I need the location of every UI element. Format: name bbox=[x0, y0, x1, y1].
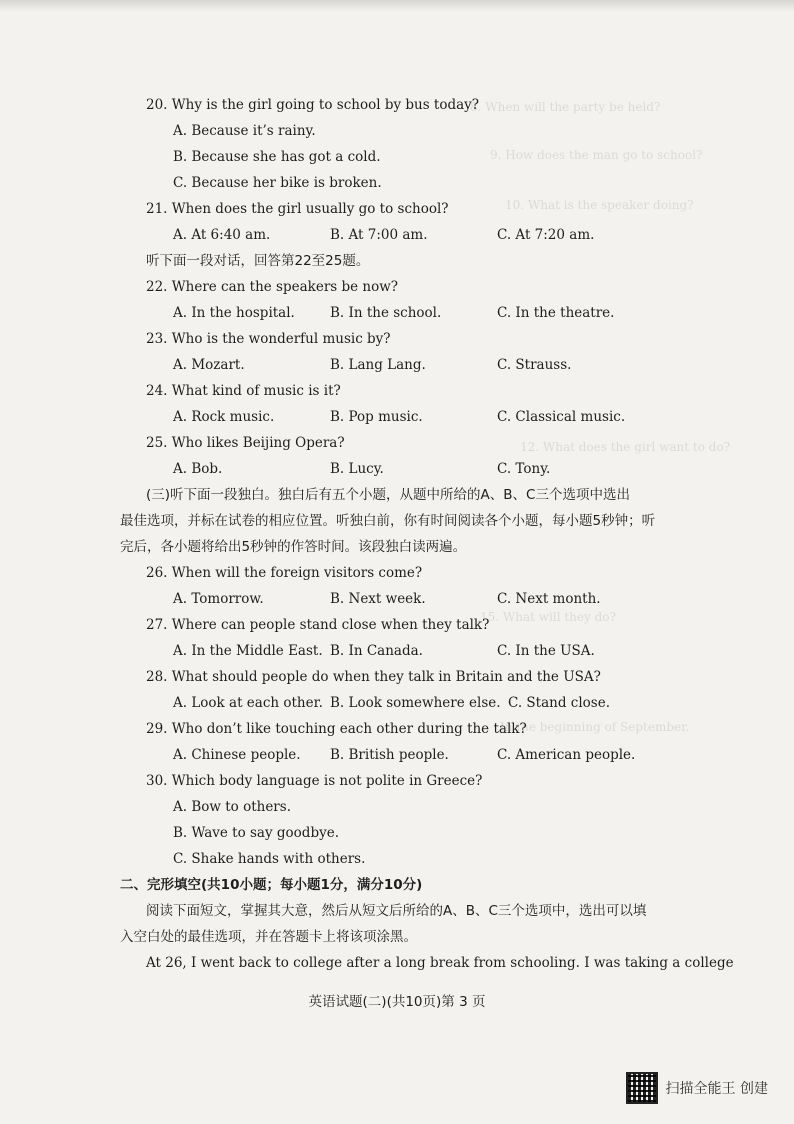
question-stem: 29. Who don’t like touching each other during the talk? bbox=[146, 721, 527, 737]
option-b: B. At 7:00 am. bbox=[330, 227, 428, 243]
scan-edge bbox=[0, 0, 794, 12]
section3-instruction: 完后，各小题将给出5秒钟的作答时间。该段独白读两遍。 bbox=[120, 539, 467, 555]
option-c: C. Because her bike is broken. bbox=[173, 175, 382, 191]
option-a: A. Tomorrow. bbox=[173, 591, 264, 607]
question-stem: 27. Where can people stand close when they talk? bbox=[146, 617, 490, 633]
qr-code-icon bbox=[626, 1072, 658, 1104]
section3-instruction: 最佳选项，并标在试卷的相应位置。听独白前，你有时间阅读各个小题，每小题5秒钟；听 bbox=[120, 513, 656, 529]
option-b: B. British people. bbox=[330, 747, 449, 763]
show-through: 9. How does the man go to school? bbox=[490, 148, 703, 162]
question-stem: 22. Where can the speakers be now? bbox=[146, 279, 399, 295]
section3-instruction: (三)听下面一段独白。独白后有五个小题，从题中所给的A、B、C三个选项中选出 bbox=[146, 487, 630, 503]
option-a: A. Look at each other. bbox=[173, 695, 323, 711]
option-b: B. In the school. bbox=[330, 305, 442, 321]
option-c: C. Stand close. bbox=[508, 695, 610, 711]
option-b: B. Lucy. bbox=[330, 461, 384, 477]
show-through: 8. When will the party be held? bbox=[470, 100, 661, 114]
option-c: C. In the USA. bbox=[497, 643, 595, 659]
show-through: In the beginning of September. bbox=[500, 720, 690, 734]
option-c: C. Tony. bbox=[497, 461, 551, 477]
option-c: C. Classical music. bbox=[497, 409, 626, 425]
option-b: B. Next week. bbox=[330, 591, 426, 607]
option-a: A. At 6:40 am. bbox=[173, 227, 271, 243]
question-stem: 28. What should people do when they talk in Britain and the USA? bbox=[146, 669, 601, 685]
option-b: B. In Canada. bbox=[330, 643, 423, 659]
option-a: A. Chinese people. bbox=[173, 747, 301, 763]
option-c: C. American people. bbox=[497, 747, 636, 763]
option-a: A. Bob. bbox=[173, 461, 223, 477]
question-stem: 25. Who likes Beijing Opera? bbox=[146, 435, 345, 451]
option-c: C. In the theatre. bbox=[497, 305, 615, 321]
page-footer: 英语试题(二)(共10页)第 3 页 bbox=[308, 994, 486, 1010]
passage-start bbox=[146, 954, 734, 972]
option-a: A. Mozart. bbox=[173, 357, 245, 373]
passage-text: At 26, I went back to college after a long break from schooling. I was taking a college bbox=[146, 955, 734, 971]
question-stem: 26. When will the foreign visitors come? bbox=[146, 565, 423, 581]
question-stem: 30. Which body language is not polite in Greece? bbox=[146, 773, 483, 789]
option-a: A. In the Middle East. bbox=[173, 643, 323, 659]
instruction-22-25: 听下面一段对话，回答第22至25题。 bbox=[146, 253, 370, 269]
option-a: A. Rock music. bbox=[173, 409, 275, 425]
question-stem: 23. Who is the wonderful music by? bbox=[146, 331, 391, 347]
part2-title: 二、完形填空(共10小题；每小题1分，满分10分) bbox=[120, 877, 423, 893]
option-b: B. Lang Lang. bbox=[330, 357, 426, 373]
option-b: B. Pop music. bbox=[330, 409, 423, 425]
option-a: A. In the hospital. bbox=[173, 305, 295, 321]
watermark-text: 扫描全能王 创建 bbox=[665, 1081, 768, 1097]
question-stem: 24. What kind of music is it? bbox=[146, 383, 341, 399]
option-c: C. Next month. bbox=[497, 591, 601, 607]
show-through: 15. What will they do? bbox=[480, 610, 616, 624]
option-b: B. Wave to say goodbye. bbox=[173, 825, 339, 841]
part2-instruction: 阅读下面短文，掌握其大意，然后从短文后所给的A、B、C三个选项中，选出可以填 bbox=[146, 903, 647, 919]
option-a: A. Bow to others. bbox=[173, 799, 291, 815]
scanner-watermark bbox=[626, 1072, 768, 1104]
option-c: C. Strauss. bbox=[497, 357, 572, 373]
show-through: 10. What is the speaker doing? bbox=[505, 198, 694, 212]
option-c: C. At 7:20 am. bbox=[497, 227, 595, 243]
part2-instruction: 入空白处的最佳选项，并在答题卡上将该项涂黑。 bbox=[120, 929, 417, 945]
option-c: C. Shake hands with others. bbox=[173, 851, 366, 867]
question-stem: 20. Why is the girl going to school by bus today? bbox=[146, 97, 480, 113]
option-b: B. Because she has got a cold. bbox=[173, 149, 381, 165]
show-through: 12. What does the girl want to do? bbox=[520, 440, 731, 454]
option-a: A. Because it’s rainy. bbox=[173, 123, 316, 139]
option-b: B. Look somewhere else. bbox=[330, 695, 501, 711]
question-stem: 21. When does the girl usually go to school? bbox=[146, 201, 449, 217]
